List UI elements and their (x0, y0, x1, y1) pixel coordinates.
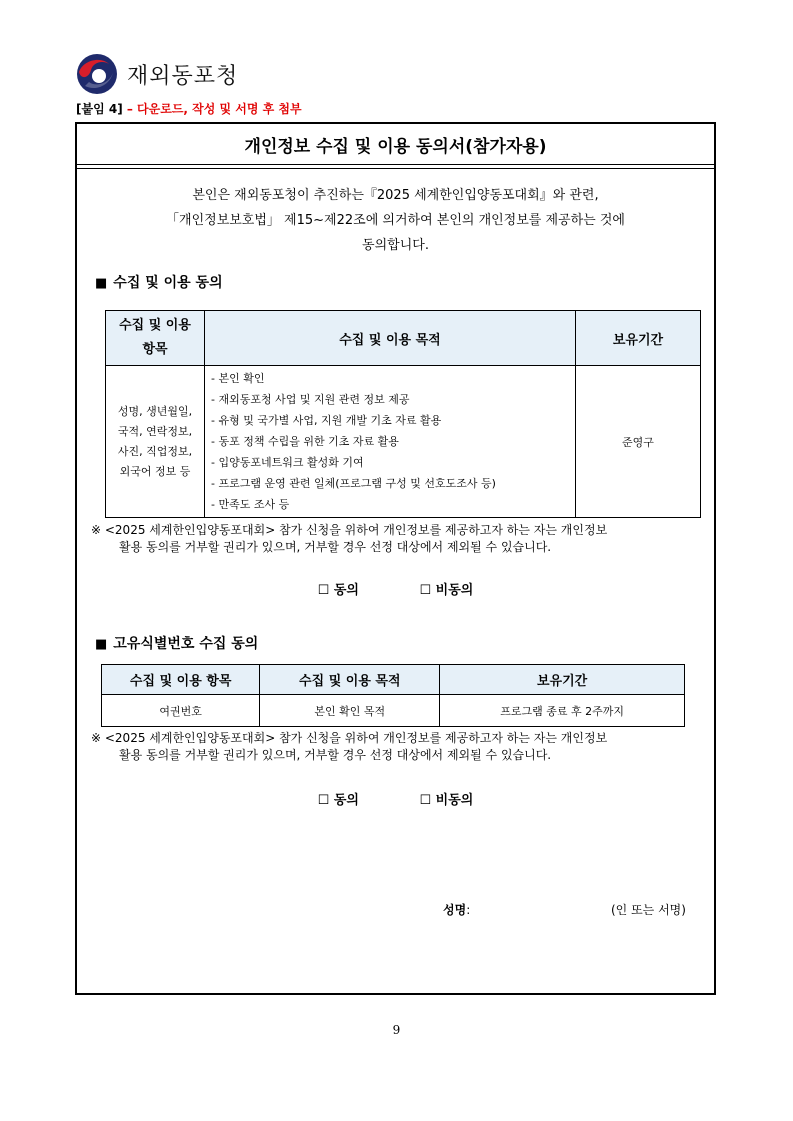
purpose-item: - 유형 및 국가별 사업, 지원 개발 기초 자료 활용 (211, 414, 442, 427)
section1-title: 수집 및 이용 동의 (113, 275, 223, 291)
section1-disagree-checkbox[interactable]: ☐ 비동의 (419, 583, 474, 598)
intro-line: 동의합니다. (362, 238, 429, 253)
attachment-instruction: 다운로드, 작성 및 서명 후 첨부 (137, 102, 302, 116)
section1-heading (95, 272, 223, 292)
header-retention: 보유기간 (576, 311, 701, 366)
intro-line: 본인은 재외동포청이 추진하는『2025 세계한인입양동포대회』와 관련, (192, 188, 599, 203)
attachment-label: [붙임 4] (76, 102, 123, 116)
page-number: 9 (392, 1023, 401, 1037)
square-bullet-icon: ■ (95, 276, 108, 291)
id-retention-cell: 프로그램 종료 후 2주까지 (440, 695, 685, 727)
section1-agree-checkbox[interactable]: ☐ 동의 (317, 583, 359, 598)
purpose-list-cell (205, 366, 576, 518)
section2-choice (77, 789, 714, 808)
section2-heading (95, 633, 258, 653)
section2-agree-checkbox[interactable]: ☐ 동의 (317, 793, 359, 808)
table-header-row (106, 311, 701, 366)
consent-form (75, 122, 716, 995)
intro-line: 「개인정보보호법」 제15~제22조에 의거하여 본인의 개인정보를 제공하는 것에 (166, 213, 625, 228)
square-bullet-icon: ■ (95, 637, 108, 652)
consent-table (105, 310, 701, 518)
purpose-item: - 프로그램 운영 관련 일체(프로그램 구성 및 선호도조사 등) (211, 477, 496, 490)
id-purpose-cell: 본인 확인 목적 (260, 695, 440, 727)
collected-items-cell: 성명, 생년월일, 국적, 연락정보, 사진, 직업정보, 외국어 정보 등 (106, 366, 205, 518)
unique-id-table (101, 664, 685, 727)
header-purpose: 수집 및 이용 목적 (260, 665, 440, 695)
purpose-item: - 동포 정책 수립을 위한 기초 자료 활용 (211, 435, 399, 448)
title-divider (77, 165, 714, 169)
id-item-cell: 여권번호 (102, 695, 260, 727)
section1-choice (77, 579, 714, 598)
org-logo (75, 54, 238, 94)
purpose-item: - 입양동포네트워크 활성화 기여 (211, 456, 364, 469)
attachment-dash: – (122, 102, 138, 116)
retention-cell: 준영구 (576, 366, 701, 518)
section2-notice: ※ <2025 세계한인입양동포대회> 참가 신청을 위하여 개인정보를 제공하고자 하는 자는 개인정보 활용 동의를 거부할 권리가 있으며, 거부할 경우 선정 대상에서 제외될 수 있습니다. (91, 731, 608, 762)
section1-notice: ※ <2025 세계한인입양동포대회> 참가 신청을 위하여 개인정보를 제공하고자 하는 자는 개인정보 활용 동의를 거부할 권리가 있으며, 거부할 경우 선정 대상에서 제외될 수 있습니다. (91, 523, 608, 554)
table-row (102, 695, 685, 727)
header-items: 수집 및 이용 항목 (106, 311, 205, 366)
signature-label: 성명: (443, 903, 471, 917)
purpose-item: - 본인 확인 (211, 372, 265, 385)
form-title: 개인정보 수집 및 이용 동의서(참가자용) (77, 124, 714, 165)
attachment-note (76, 100, 302, 117)
purpose-item: - 만족도 조사 등 (211, 498, 290, 511)
taegeuk-emblem-icon (75, 52, 119, 96)
header-retention: 보유기간 (440, 665, 685, 695)
header-purpose: 수집 및 이용 목적 (205, 311, 576, 366)
purpose-item: - 재외동포청 사업 및 지원 관련 정보 제공 (211, 393, 410, 406)
section2-disagree-checkbox[interactable]: ☐ 비동의 (419, 793, 474, 808)
table-row (106, 366, 701, 518)
header-items: 수집 및 이용 항목 (102, 665, 260, 695)
org-name: 재외동포청 (127, 63, 239, 89)
intro-text (77, 183, 714, 258)
section2-title: 고유식별번호 수집 동의 (113, 636, 259, 652)
signature-field[interactable]: (인 또는 서명) (611, 903, 686, 917)
table-header-row (102, 665, 685, 695)
